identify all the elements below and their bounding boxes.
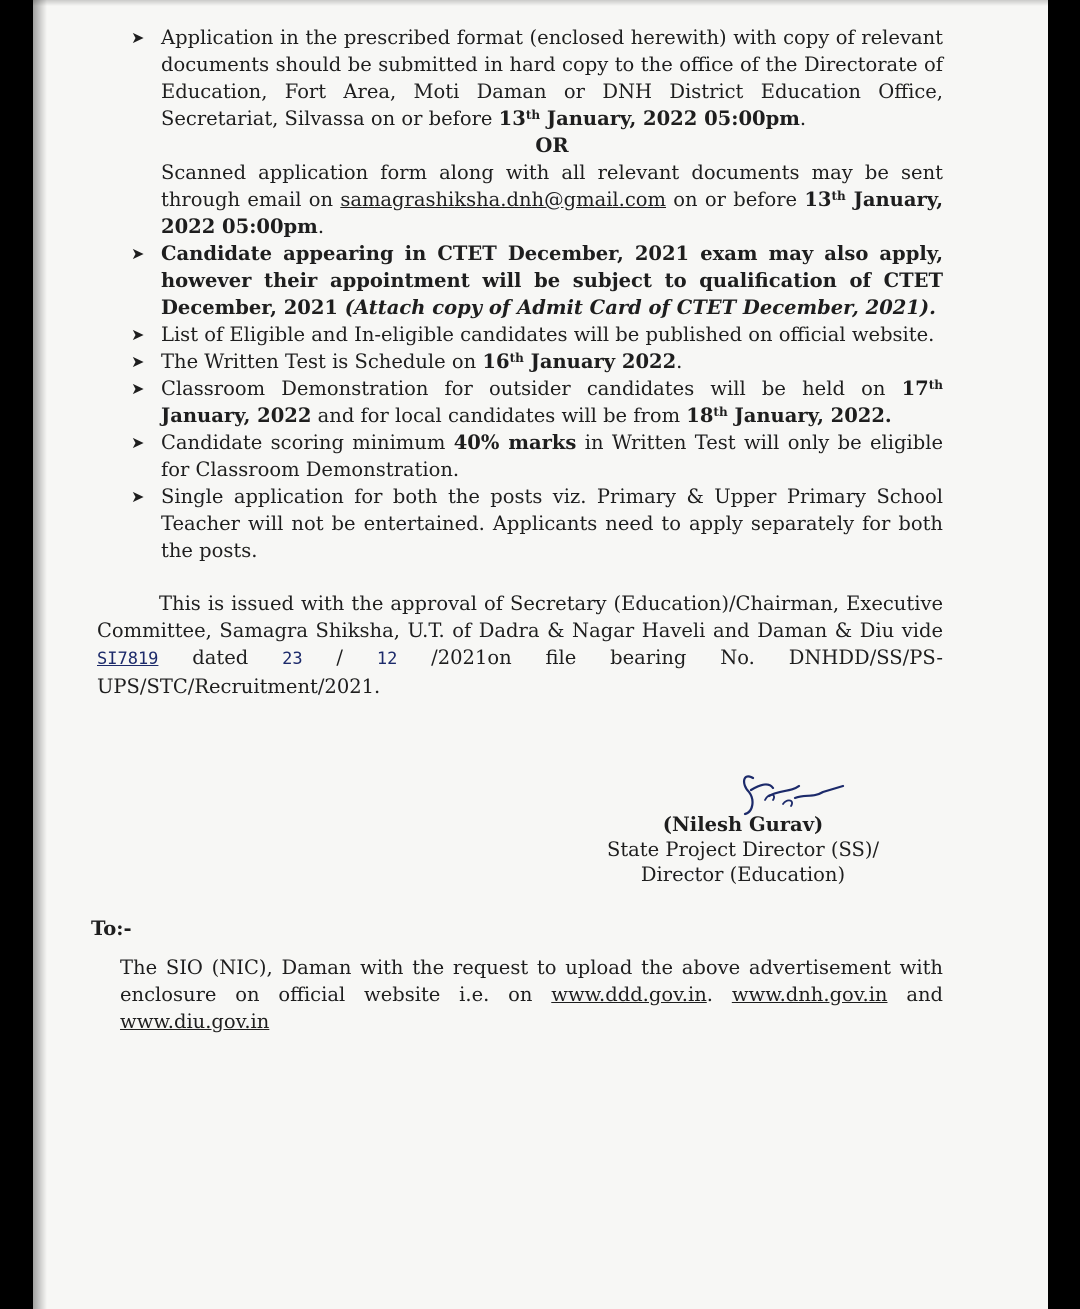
list-item-classroom-demonstration: ➤ Classroom Demonstration for outsider candidates will be held on 17th January, 2022 and for local candidates will be from 18th January, 2022. [131,377,943,427]
list-item-eligible-list: ➤ List of Eligible and In-eligible candidates will be published on official website. [131,323,935,346]
arrowhead-bullet-icon: ➤ [131,433,145,452]
page-top-shadow [33,0,1048,6]
list-item-single-application: ➤ Single application for both the posts viz. Primary & Upper Primary School Teacher will not be entertained. Applicants need to apply separately for both the posts. [131,485,943,562]
link-ddd[interactable]: www.ddd.gov.in [551,983,707,1006]
arrowhead-bullet-icon: ➤ [131,244,145,263]
handwritten-reference-number: SI7819 [97,649,159,669]
signatory-designation-1: State Project Director (SS)/ [606,838,880,861]
handwritten-month: 12 [376,649,398,669]
arrowhead-bullet-icon: ➤ [131,325,145,344]
approval-paragraph: This is issued with the approval of Secretary (Education)/Chairman, Executive Committee, Samagra Shiksha, U.T. of Dadra & Nagar Haveli and Daman & Diu vide SI7819 dated 23 / 12 /2021on file bearing No. DNHDD/SS/PS-UPS/STC/Recruitment/2021. [97,592,943,698]
arrowhead-bullet-icon: ➤ [131,379,145,398]
recipient-label: To:- [91,917,132,940]
instruction-list [97,24,943,132]
notice-body [97,24,943,720]
scanned-application-paragraph: Scanned application form along with all relevant documents may be sent through email on samagrashiksha.dnh@gmail.com on or before 13th January, 2022 05:00pm. [161,161,943,238]
list-item-written-test: ➤ The Written Test is Schedule on 16th January 2022. [131,350,683,373]
recipient-block [91,915,943,1035]
arrowhead-bullet-icon: ➤ [131,28,145,47]
handwritten-day: 23 [282,649,303,669]
or-separator: OR [535,134,569,157]
document-page [33,0,1048,1309]
signatory-designation-2: Director (Education) [640,863,846,886]
list-item-minimum-marks: ➤ Candidate scoring minimum 40% marks in Written Test will only be eligible for Classroom Demonstration. [131,431,943,481]
signatory-block [593,812,893,887]
list-item-ctet-candidates: ➤ Candidate appearing in CTET December, 2021 exam may also apply, however their appointment will be subject to qualification of CTET December, 2021 (Attach copy of Admit Card of CTET December, 2021). [131,242,943,319]
list-item-application-submission: ➤ Application in the prescribed format (enclosed herewith) with copy of relevant documents should be submitted in hard copy to the office of the Directorate of Education, Fort Area, Moti Daman or DNH District Education Office, Secretariat, Silvassa on or before 13th January, 2022 05:00pm. [131,26,943,130]
instruction-list-continued [97,240,943,564]
email-link[interactable]: samagrashiksha.dnh@gmail.com [340,188,667,211]
arrowhead-bullet-icon: ➤ [131,487,145,506]
link-dnh[interactable]: www.dnh.gov.in [731,983,888,1006]
page-edge-shadow [33,0,47,1309]
link-diu[interactable]: www.diu.gov.in [120,1010,270,1033]
arrowhead-bullet-icon: ➤ [131,352,145,371]
recipient-text: The SIO (NIC), Daman with the request to upload the above advertisement with enclosure on official website i.e. on www.ddd.gov.in. www.dnh.gov.in and www.diu.gov.in [120,956,943,1033]
signatory-name: (Nilesh Gurav) [662,813,824,836]
